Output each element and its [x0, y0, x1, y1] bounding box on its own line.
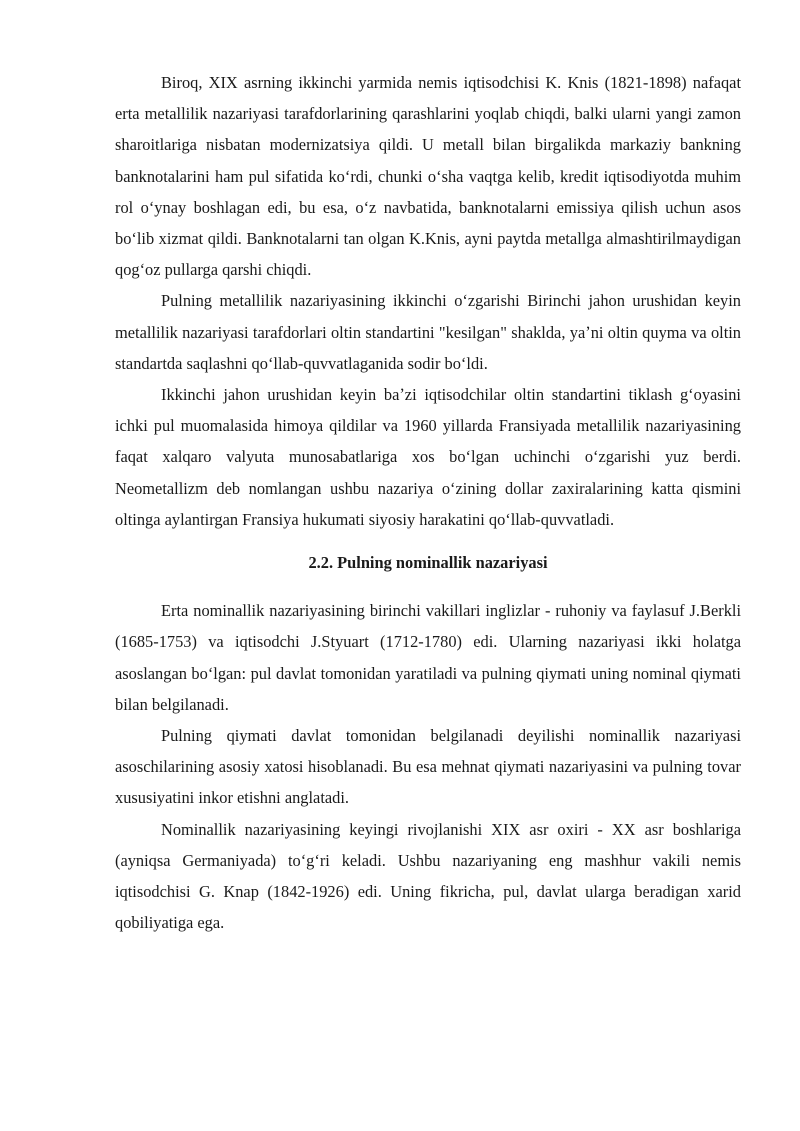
- paragraph-knapp: Nominallik nazariyasining keyingi rivojlanishi XIX asr oxiri - XX asr boshlariga (ayniqsa Germaniyada) toʻgʻri keladi. Ushbu nazariyaning eng mashhur vakili nemis iqtisodchisi G. Knap (1842-1926) edi. Uning fikricha, pul, davlat ularga beradigan xarid qobiliyatiga ega.: [115, 819, 741, 933]
- paragraph-second-change: Pulning metallilik nazariyasining ikkinchi oʻzgarishi Birinchi jahon urushidan keyin metallilik nazariyasi tarafdorlari oltin standartini "kesilgan" shaklda, yaʼni oltin quyma va oltin standartda saqlashni qoʻllab-quvvatlaganida sodir boʻldi.: [115, 291, 741, 373]
- document-page: [115, 67, 741, 938]
- paragraph-neometallism: Ikkinchi jahon urushidan keyin baʼzi iqtisodchilar oltin standartini tiklash gʻoyasini ichki pul muomalasida himoya qildilar va 1960 yillarda Fransiyada metallilik nazariyasining faqat xalqaro valyuta munosabatlariga xos boʻlgan uchinchi oʻzgarishi yuz berdi. Neometallizm deb nomlangan ushbu nazariya oʻzining dollar zaxiralarining katta qismini oltinga aylantirgan Fransiya hukumati siyosiy harakatini qoʻllab-quvvatladi.: [115, 385, 741, 529]
- paragraph-main-error: Pulning qiymati davlat tomonidan belgilanadi deyilishi nominallik nazariyasi asoschilarining asosiy xatosi hisoblanadi. Bu esa mehnat qiymati nazariyasini va pulning tovar xususiyatini inkor etishni anglatadi.: [115, 726, 741, 808]
- paragraph-knis: Biroq, XIX asrning ikkinchi yarmida nemis iqtisodchisi K. Knis (1821-1898) nafaqat erta metallilik nazariyasi tarafdorlarining qarashlarini yoqlab chiqdi, balki ularni yangi zamon sharoitlariga nisbatan modernizatsiya qildi. U metall bilan birgalikda markaziy bankning banknotalarini ham pul sifatida koʻrdi, chunki oʻsha vaqtga kelib, kredit iqtisodiyotda muhim rol oʻynay boshlagan edi, bu esa, oʻz navbatida, banknotalarni emissiya qilish uchun asos boʻlib xizmat qildi. Banknotalarni tan olgan K.Knis, ayni paytda metallga almashtirilmaydigan qogʻoz pullarga qarshi chiqdi.: [115, 73, 741, 280]
- section-heading: 2.2. Pulning nominallik nazariyasi: [308, 553, 548, 573]
- paragraph-early-nominalism: Erta nominallik nazariyasining birinchi vakillari inglizlar - ruhoniy va faylasuf J.Berkli (1685-1753) va iqtisodchi J.Styuart (1712-1780) edi. Ularning nazariyasi ikki holatga asoslangan boʻlgan: pul davlat tomonidan yaratiladi va pulning qiymati uning nominal qiymati bilan belgilanadi.: [115, 601, 741, 714]
